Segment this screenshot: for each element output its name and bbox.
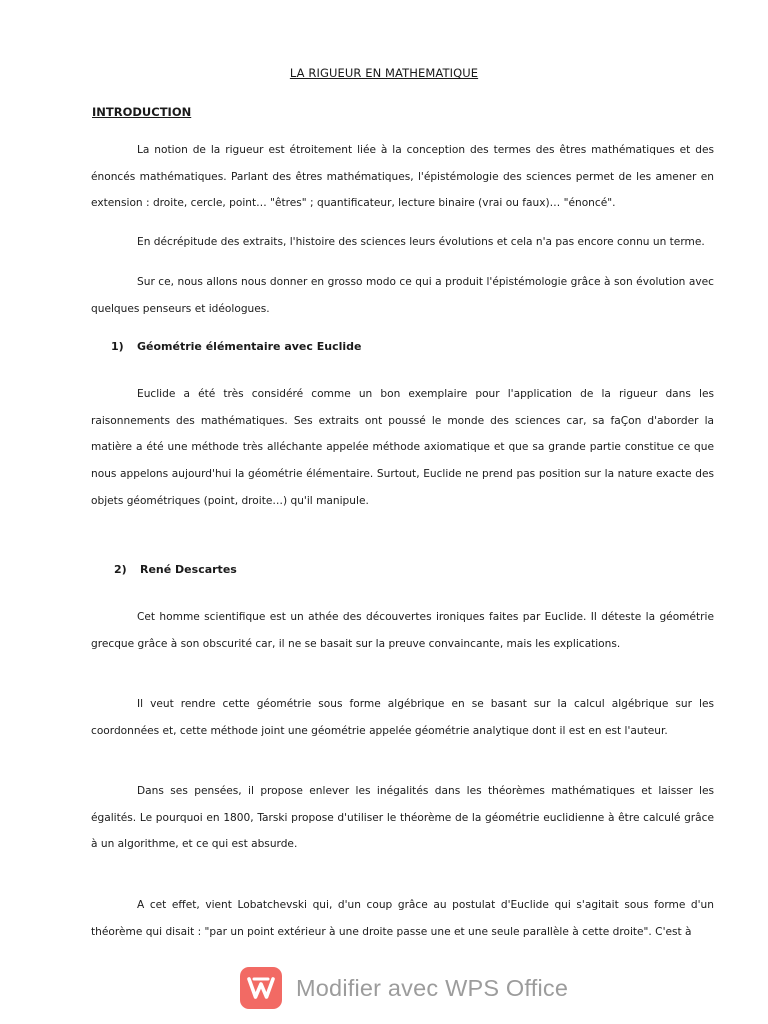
- section-1-number: 1): [111, 340, 124, 353]
- wps-watermark-text: Modifier avec WPS Office: [296, 974, 569, 1001]
- section-2-title: René Descartes: [140, 563, 237, 576]
- section-2-paragraph-1: Cet homme scientifique est un athée des découvertes ironiques faites par Euclide. Il déteste la géométrie grecque grâce à son obscurité car, il ne se basait sur la preuve convaincante, mais les explications.: [91, 611, 714, 650]
- document-title: LA RIGUEUR EN MATHEMATIQUE: [289, 66, 479, 80]
- section-2-paragraph-2: Il veut rendre cette géométrie sous forme algébrique en se basant sur la calcul algébrique sur les coordonnées et, cette méthode joint une géométrie appelée géométrie analytique dont il est en est l'auteur.: [91, 698, 714, 737]
- section-2-number: 2): [114, 563, 127, 576]
- introduction-heading: INTRODUCTION: [92, 105, 192, 119]
- section-2-paragraph-4: A cet effet, vient Lobatchevski qui, d'un coup grâce au postulat d'Euclide qui s'agitait sous forme d'un théorème qui disait : "par un point extérieur à une droite passe une et une seule parallèle à cette droite". C'est à: [91, 899, 714, 938]
- wps-logo-icon: [240, 967, 282, 1009]
- section-1-heading: [111, 340, 361, 353]
- section-1-paragraph-1: Euclide a été très considéré comme un bon exemplaire pour l'application de la rigueur dans les raisonnements des mathématiques. Ses extraits ont poussé le monde des sciences car, sa faÇon d'aborder la matière a été une méthode très alléchante appelée méthode axiomatique et que sa grande partie constitue ce que nous appelons aujourd'hui la géométrie élémentaire. Surtout, Euclide ne prend pas position sur la nature exacte des objets géométriques (point, droite…) qu'il manipule.: [91, 388, 714, 507]
- section-2-paragraph-3: Dans ses pensées, il propose enlever les inégalités dans les théorèmes mathématiques et laisser les égalités. Le pourquoi en 1800, Tarski propose d'utiliser le théorème de la géométrie euclidienne à être calculé grâce à un algorithme, et ce qui est absurde.: [91, 785, 714, 851]
- section-2-heading: [114, 563, 237, 576]
- intro-paragraph-3: Sur ce, nous allons nous donner en grosso modo ce qui a produit l'épistémologie grâce à son évolution avec quelques penseurs et idéologues.: [91, 276, 714, 315]
- wps-watermark[interactable]: [240, 966, 568, 1010]
- section-1-title: Géométrie élémentaire avec Euclide: [137, 340, 362, 353]
- intro-paragraph-1: La notion de la rigueur est étroitement liée à la conception des termes des êtres mathématiques et des énoncés mathématiques. Parlant des êtres mathématiques, l'épistémologie des sciences permet de les amener en extension : droite, cercle, point… "êtres" ; quantificateur, lecture binaire (vrai ou faux)… "énoncé".: [91, 144, 714, 210]
- intro-paragraph-2: En décrépitude des extraits, l'histoire des sciences leurs évolutions et cela n'a pas encore connu un terme.: [137, 236, 705, 248]
